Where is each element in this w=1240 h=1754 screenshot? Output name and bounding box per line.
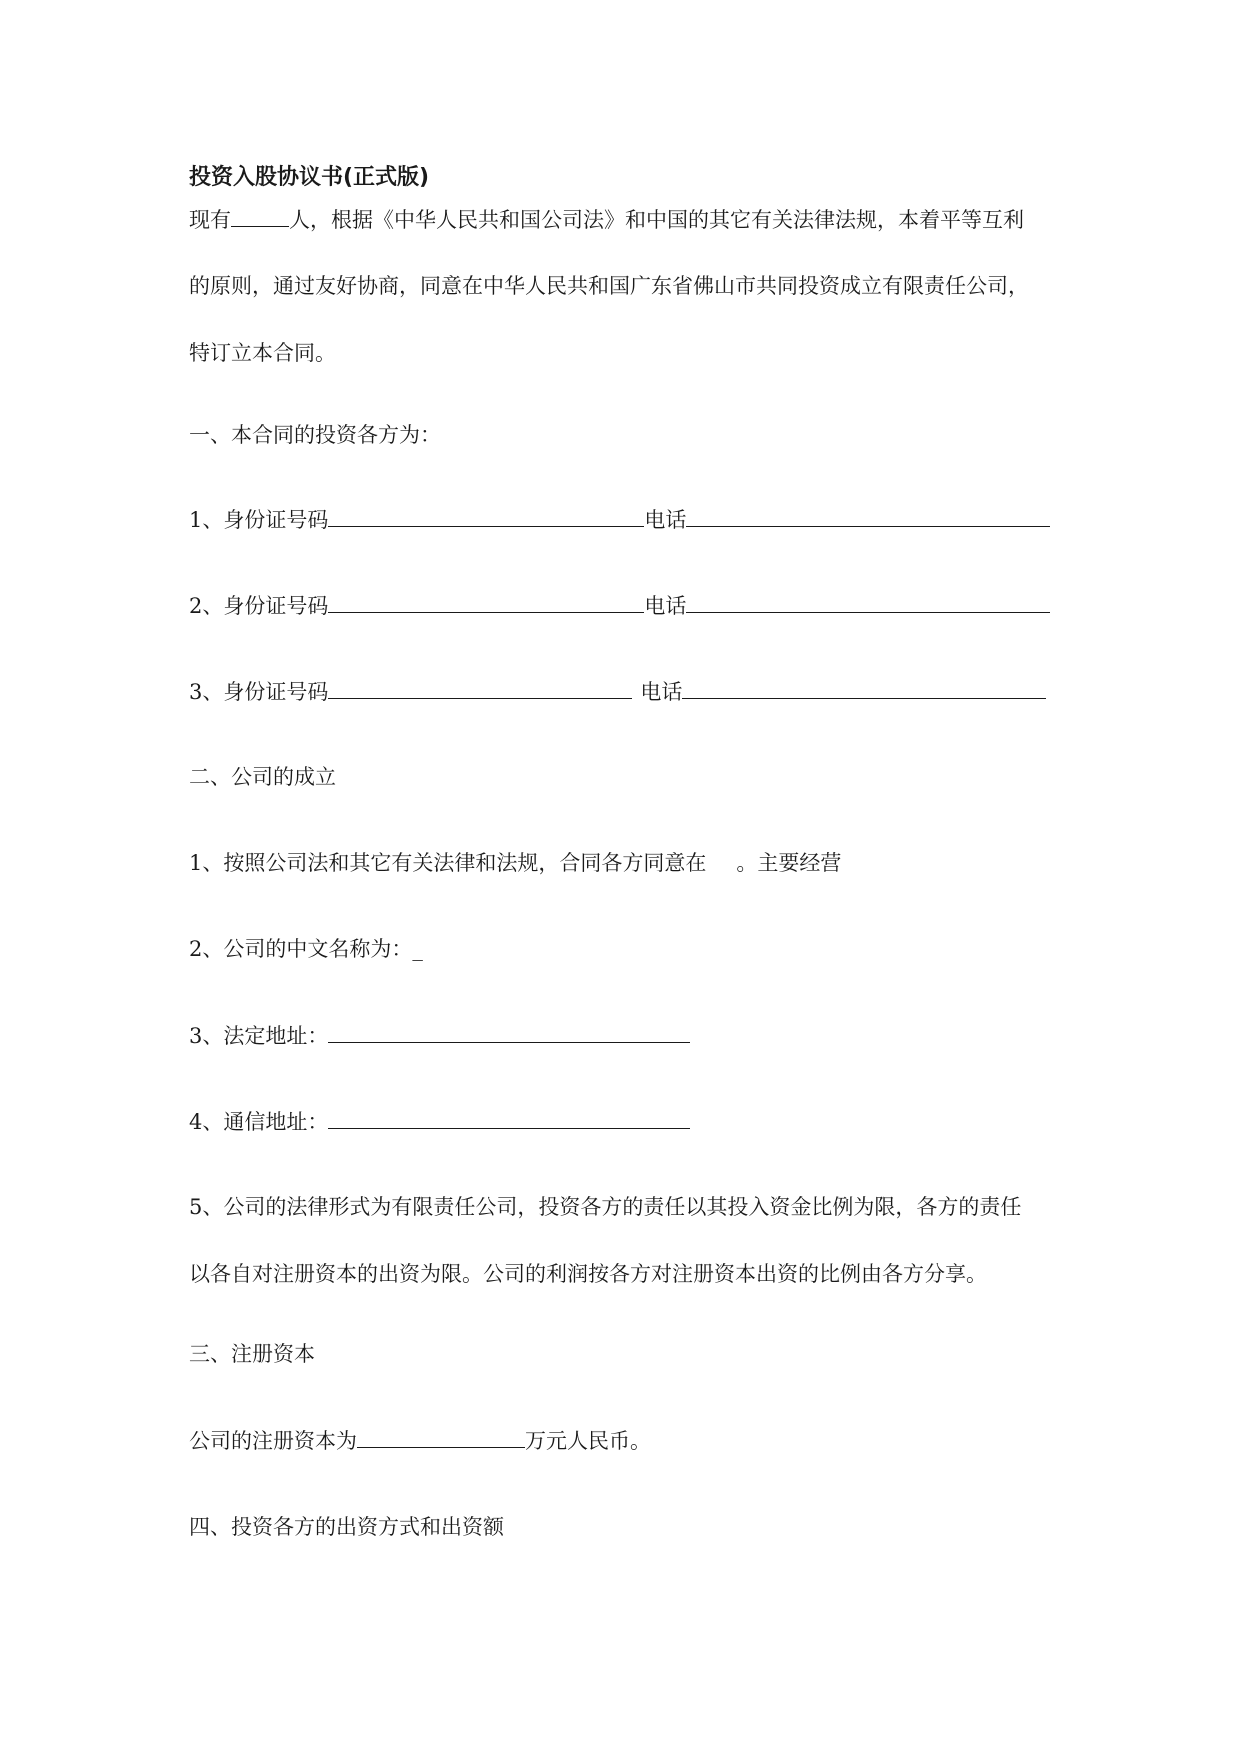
party-count-blank[interactable] [231,204,289,227]
party-number: 2、 [189,594,224,618]
phone-blank[interactable] [682,676,1046,699]
legal-address-blank[interactable] [328,1020,690,1043]
section-1-heading: 一、本合同的投资各方为： [189,423,441,447]
intro-line-1 [189,204,1024,235]
section-2-item-5-line-1: 5、公司的法律形式为有限责任公司，投资各方的责任以其投入资金比例为限，各方的责任 [189,1195,1022,1219]
party-number: 1、 [189,508,224,532]
capital-amount-blank[interactable] [357,1425,525,1448]
phone-label: 电话 [644,508,687,532]
id-number-label: 身份证号码 [223,508,329,532]
capital-prefix: 公司的注册资本为 [189,1429,357,1453]
party-row-3 [189,676,1046,707]
phone-label: 电话 [644,594,687,618]
section-2-item-3 [189,1020,690,1051]
intro-prefix: 现有 [189,208,231,232]
mailing-address-label: 4、通信地址： [189,1110,329,1134]
party-row-2 [189,590,1050,621]
phone-blank[interactable] [686,590,1050,613]
id-number-blank[interactable] [328,676,632,699]
intro-suffix: 人，根据《中华人民共和国公司法》和中国的其它有关法律法规，本着平等互利 [289,208,1024,232]
intro-line-2: 的原则，通过友好协商，同意在中华人民共和国广东省佛山市共同投资成立有限责任公司， [189,274,1029,298]
registered-capital-line [189,1425,651,1456]
id-number-blank[interactable] [328,504,644,527]
section-2-item-5-line-2: 以各自对注册资本的出资为限。公司的利润按各方对注册资本出资的比例由各方分享。 [189,1262,987,1286]
section-2-item-1 [189,848,841,878]
party-row-1 [189,504,1050,535]
section-2-item-2: 2、公司的中文名称为：_ [189,937,423,961]
section-3-heading: 三、注册资本 [189,1342,315,1366]
party-number: 3、 [189,680,224,704]
mailing-address-blank[interactable] [328,1106,690,1129]
legal-address-label: 3、法定地址： [189,1024,329,1048]
capital-suffix: 万元人民币。 [525,1429,651,1453]
section-2-item-4 [189,1106,690,1137]
section-4-heading: 四、投资各方的出资方式和出资额 [189,1515,504,1539]
item-1-prefix: 1、按照公司法和其它有关法律和法规，合同各方同意在 [189,851,707,875]
id-number-label: 身份证号码 [223,680,329,704]
id-number-label: 身份证号码 [223,594,329,618]
id-number-blank[interactable] [328,590,644,613]
document-title: 投资入股协议书(正式版) [189,165,430,190]
section-2-heading: 二、公司的成立 [189,765,336,789]
intro-line-3: 特订立本合同。 [189,341,336,365]
phone-label: 电话 [640,680,683,704]
phone-blank[interactable] [686,504,1050,527]
item-1-suffix: 。主要经营 [736,851,842,875]
